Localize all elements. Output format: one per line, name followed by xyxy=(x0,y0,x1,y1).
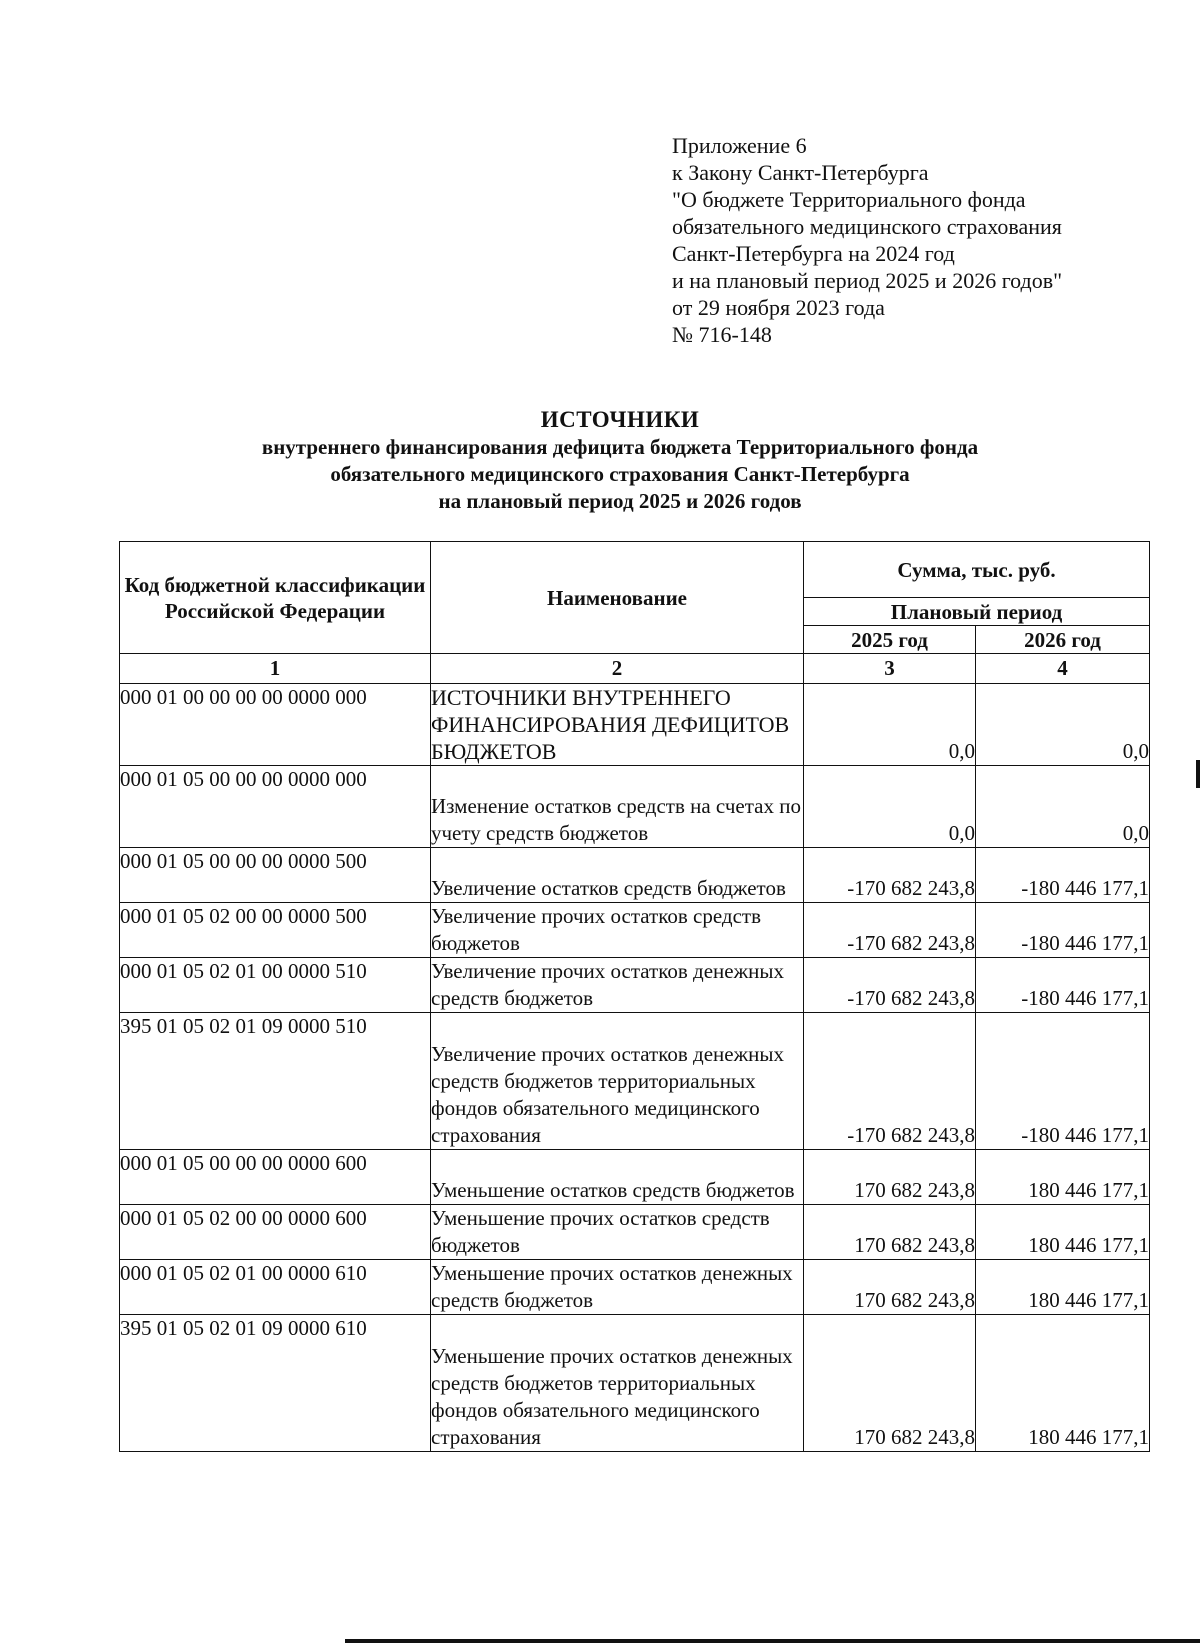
appendix-line: Приложение 6 xyxy=(672,133,807,158)
row-2026: -180 446 177,1 xyxy=(976,958,1150,1013)
row-name: Увеличение прочих остатков денежных средств бюджетов xyxy=(431,958,804,1013)
table-row xyxy=(120,903,1150,958)
appendix-line: к Закону Санкт-Петербурга xyxy=(672,160,929,185)
row-name: Изменение остатков средств на счетах по учету средств бюджетов xyxy=(431,766,804,848)
row-2026: 180 446 177,1 xyxy=(976,1150,1150,1205)
header-year-2025: 2025 год xyxy=(804,626,976,654)
title-line: на плановый период 2025 и 2026 годов xyxy=(438,489,802,513)
column-number: 3 xyxy=(804,654,976,684)
title-main: ИСТОЧНИКИ xyxy=(540,407,700,432)
header-sum: Сумма, тыс. руб. xyxy=(804,542,1150,598)
row-2025: -170 682 243,8 xyxy=(804,1013,976,1150)
row-name: Увеличение остатков средств бюджетов xyxy=(431,848,804,903)
row-2025: 170 682 243,8 xyxy=(804,1150,976,1205)
row-2026: 180 446 177,1 xyxy=(976,1205,1150,1260)
header-year-2026: 2026 год xyxy=(976,626,1150,654)
title-line: внутреннего финансирования дефицита бюджета Территориального фонда xyxy=(261,435,979,459)
table-row xyxy=(120,958,1150,1013)
document-title xyxy=(120,406,1120,515)
row-code: 000 01 05 02 00 00 0000 600 xyxy=(120,1205,431,1260)
row-2026: 0,0 xyxy=(976,684,1150,766)
appendix-line: № 716-148 xyxy=(672,322,772,347)
row-code: 000 01 05 02 01 00 0000 610 xyxy=(120,1260,431,1315)
appendix-line: "О бюджете Территориального фонда xyxy=(672,187,1026,212)
row-2025: 170 682 243,8 xyxy=(804,1205,976,1260)
row-name: Уменьшение остатков средств бюджетов xyxy=(431,1150,804,1205)
appendix-line: от 29 ноября 2023 года xyxy=(672,295,885,320)
header-name: Наименование xyxy=(431,542,804,654)
row-code: 000 01 05 02 01 00 0000 510 xyxy=(120,958,431,1013)
appendix-line: Санкт-Петербурга на 2024 год xyxy=(672,241,955,266)
sources-table xyxy=(119,541,1150,1452)
row-2026: 180 446 177,1 xyxy=(976,1315,1150,1452)
table-row xyxy=(120,766,1150,848)
table-row xyxy=(120,1315,1150,1452)
row-name: Увеличение прочих остатков денежных средств бюджетов территориальных фондов обязательного медицинского страхования xyxy=(431,1013,804,1150)
row-name: Уменьшение прочих остатков денежных средств бюджетов территориальных фондов обязательного медицинского страхования xyxy=(431,1315,804,1452)
row-2025: -170 682 243,8 xyxy=(804,903,976,958)
row-code: 395 01 05 02 01 09 0000 510 xyxy=(120,1013,431,1150)
table-row xyxy=(120,848,1150,903)
row-2026: -180 446 177,1 xyxy=(976,1013,1150,1150)
row-code: 000 01 05 00 00 00 0000 000 xyxy=(120,766,431,848)
row-code: 000 01 05 00 00 00 0000 500 xyxy=(120,848,431,903)
column-number: 2 xyxy=(431,654,804,684)
appendix-line: обязательного медицинского страхования xyxy=(672,214,1062,239)
row-name: Увеличение прочих остатков средств бюджетов xyxy=(431,903,804,958)
row-2026: -180 446 177,1 xyxy=(976,903,1150,958)
table-row xyxy=(120,684,1150,766)
row-code: 395 01 05 02 01 09 0000 610 xyxy=(120,1315,431,1452)
column-number: 1 xyxy=(120,654,431,684)
table-row xyxy=(120,1205,1150,1260)
row-code: 000 01 05 00 00 00 0000 600 xyxy=(120,1150,431,1205)
row-2025: 170 682 243,8 xyxy=(804,1260,976,1315)
table-row xyxy=(120,1013,1150,1150)
row-name: Уменьшение прочих остатков денежных средств бюджетов xyxy=(431,1260,804,1315)
row-name: Уменьшение прочих остатков средств бюджетов xyxy=(431,1205,804,1260)
header-period: Плановый период xyxy=(804,598,1150,626)
appendix-line: и на плановый период 2025 и 2026 годов" xyxy=(672,268,1063,293)
column-number: 4 xyxy=(976,654,1150,684)
scan-edge-mark xyxy=(1196,760,1200,788)
row-2025: 0,0 xyxy=(804,766,976,848)
row-2025: -170 682 243,8 xyxy=(804,848,976,903)
row-2025: 0,0 xyxy=(804,684,976,766)
scan-bottom-line xyxy=(345,1639,1200,1643)
appendix-reference xyxy=(672,132,1062,348)
row-2025: -170 682 243,8 xyxy=(804,958,976,1013)
table-row xyxy=(120,1150,1150,1205)
row-code: 000 01 05 02 00 00 0000 500 xyxy=(120,903,431,958)
header-code: Код бюджетной классификации Российской Федерации xyxy=(120,542,431,654)
row-2025: 170 682 243,8 xyxy=(804,1315,976,1452)
table-row xyxy=(120,1260,1150,1315)
title-line: обязательного медицинского страхования Санкт-Петербурга xyxy=(330,462,910,486)
row-2026: 0,0 xyxy=(976,766,1150,848)
row-code: 000 01 00 00 00 00 0000 000 xyxy=(120,684,431,766)
row-2026: -180 446 177,1 xyxy=(976,848,1150,903)
row-name: ИСТОЧНИКИ ВНУТРЕННЕГО ФИНАНСИРОВАНИЯ ДЕФИЦИТОВ БЮДЖЕТОВ xyxy=(431,684,804,766)
row-2026: 180 446 177,1 xyxy=(976,1260,1150,1315)
